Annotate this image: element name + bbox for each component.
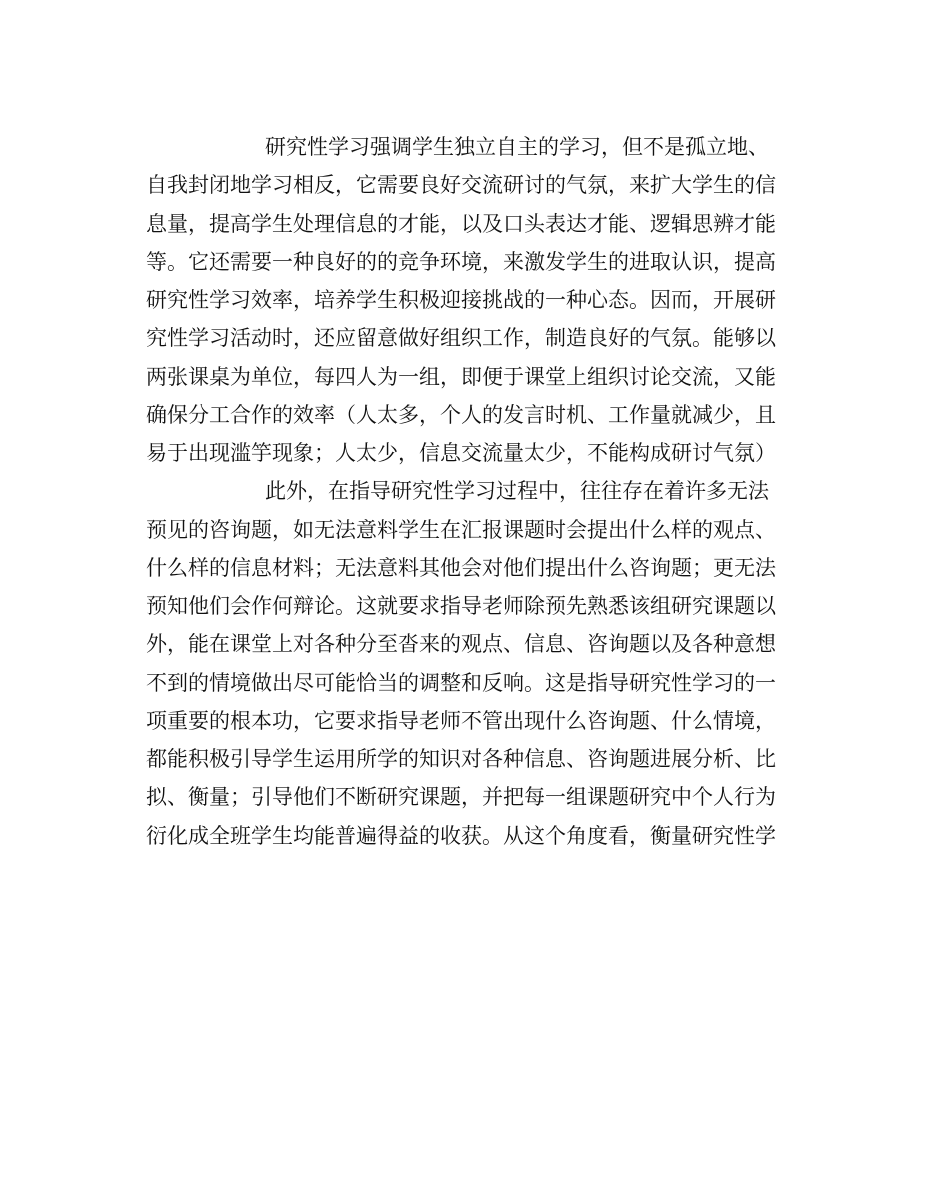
text-line: 外，能在课堂上对各种分至沓来的观点、信息、咨询题以及各种意想 bbox=[146, 632, 776, 657]
text-line: 不到的情境做出尽可能恰当的调整和反响。这是指导研究性学习的一 bbox=[146, 670, 776, 695]
text-line: 研究性学习效率，培养学生积极迎接挑战的一种心态。因而，开展研 bbox=[146, 288, 776, 312]
paragraph bbox=[146, 472, 806, 855]
text-line: 等。它还需要一种良好的的竞争环境，来激发学生的进取认识，提高 bbox=[146, 249, 776, 274]
text-line: 易于出现滥竽现象；人太少，信息交流量太少，不能构成研讨气氛） bbox=[146, 441, 776, 465]
text-line: 预知他们会作何辩论。这就要求指导老师除预先熟悉该组研究课题以 bbox=[146, 594, 776, 618]
text-line: 息量，提高学生处理信息的才能，以及口头表达才能、逻辑思辨才能 bbox=[146, 211, 776, 236]
text-line: 预见的咨询题，如无法意料学生在汇报课题时会提出什么样的观点、 bbox=[146, 517, 776, 542]
text-line: 什么样的信息材料；无法意料其他会对他们提出什么咨询题；更无法 bbox=[146, 555, 776, 580]
body-text bbox=[146, 128, 806, 855]
text-line: 都能积极引导学生运用所学的知识对各种信息、咨询题进展分析、比 bbox=[146, 747, 776, 771]
text-line: 确保分工合作的效率（人太多，个人的发言时机、工作量就减少，且 bbox=[146, 402, 776, 427]
paragraph bbox=[146, 128, 806, 472]
text-line: 拟、衡量；引导他们不断研究课题，并把每一组课题研究中个人行为 bbox=[146, 785, 776, 810]
text-line: 两张课桌为单位，每四人为一组，即便于课堂上组织讨论交流，又能 bbox=[146, 364, 776, 389]
text-line: 究性学习活动时，还应留意做好组织工作，制造良好的气氛。能够以 bbox=[146, 326, 776, 351]
text-line: 衍化成全班学生均能普遍得益的收获。从这个角度看，衡量研究性学 bbox=[146, 823, 776, 848]
text-line: 项重要的根本功，它要求指导老师不管出现什么咨询题、什么情境， bbox=[146, 708, 776, 733]
text-line: 研究性学习强调学生独立自主的学习，但不是孤立地、 bbox=[265, 135, 769, 159]
text-line: 此外，在指导研究性学习过程中，往往存在着许多无法 bbox=[265, 479, 769, 504]
text-line: 自我封闭地学习相反，它需要良好交流研讨的气氛，来扩大学生的信 bbox=[146, 173, 776, 198]
